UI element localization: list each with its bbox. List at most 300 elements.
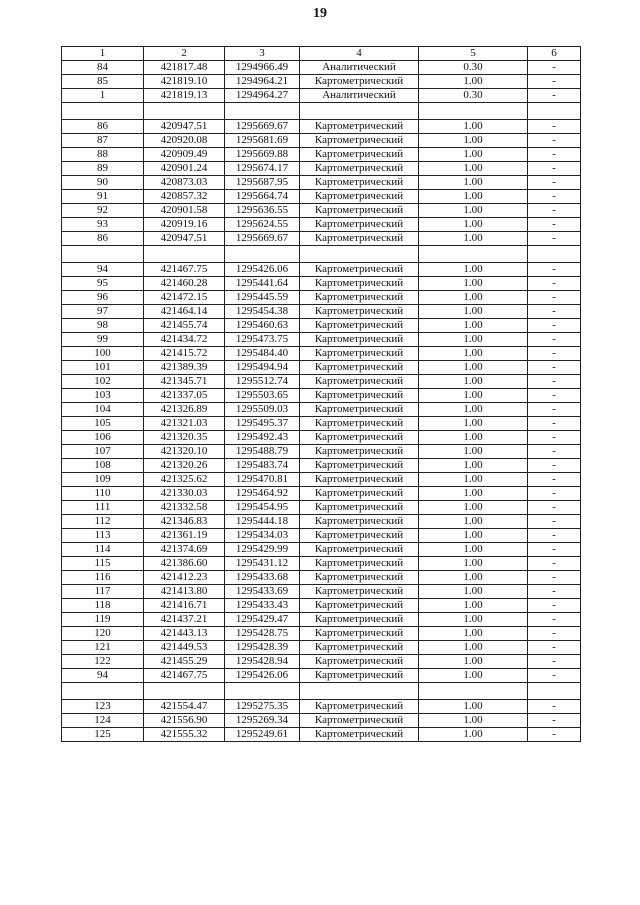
table-row — [62, 515, 581, 529]
table-body — [62, 61, 581, 742]
accuracy-cell: 1.00 — [419, 515, 528, 529]
x-coordinate-cell: 421332.58 — [144, 501, 225, 515]
point-number-cell: 109 — [62, 473, 144, 487]
table-row — [62, 232, 581, 246]
accuracy-cell: 1.00 — [419, 134, 528, 148]
method-cell: Аналитический — [300, 89, 419, 103]
note-cell: - — [528, 655, 581, 669]
x-coordinate-cell: 420857.32 — [144, 190, 225, 204]
method-cell: Картометрический — [300, 204, 419, 218]
table-row — [62, 375, 581, 389]
table-row — [62, 75, 581, 89]
method-cell: Картометрический — [300, 655, 419, 669]
method-cell: Картометрический — [300, 232, 419, 246]
table-row — [62, 277, 581, 291]
y-coordinate-cell: 1295426.06 — [225, 263, 300, 277]
y-coordinate-cell: 1295429.99 — [225, 543, 300, 557]
empty-cell — [300, 683, 419, 700]
point-number-cell: 101 — [62, 361, 144, 375]
x-coordinate-cell: 421554.47 — [144, 700, 225, 714]
note-cell: - — [528, 176, 581, 190]
x-coordinate-cell: 420901.24 — [144, 162, 225, 176]
y-coordinate-cell: 1295433.69 — [225, 585, 300, 599]
table-row — [62, 218, 581, 232]
note-cell: - — [528, 445, 581, 459]
column-header-6: 6 — [528, 47, 581, 61]
empty-cell — [62, 246, 144, 263]
table-row — [62, 627, 581, 641]
header-row — [62, 47, 581, 61]
accuracy-cell: 1.00 — [419, 613, 528, 627]
empty-cell — [62, 683, 144, 700]
y-coordinate-cell: 1295454.38 — [225, 305, 300, 319]
method-cell: Картометрический — [300, 700, 419, 714]
y-coordinate-cell: 1295434.03 — [225, 529, 300, 543]
accuracy-cell: 1.00 — [419, 487, 528, 501]
table-row — [62, 641, 581, 655]
x-coordinate-cell: 421321.03 — [144, 417, 225, 431]
note-cell: - — [528, 120, 581, 134]
method-cell: Картометрический — [300, 627, 419, 641]
x-coordinate-cell: 421556.90 — [144, 714, 225, 728]
point-number-cell: 92 — [62, 204, 144, 218]
y-coordinate-cell: 1295509.03 — [225, 403, 300, 417]
method-cell: Картометрический — [300, 543, 419, 557]
point-number-cell: 97 — [62, 305, 144, 319]
point-number-cell: 104 — [62, 403, 144, 417]
point-number-cell: 93 — [62, 218, 144, 232]
y-coordinate-cell: 1295428.75 — [225, 627, 300, 641]
x-coordinate-cell: 421320.10 — [144, 445, 225, 459]
y-coordinate-cell: 1295431.12 — [225, 557, 300, 571]
x-coordinate-cell: 420901.58 — [144, 204, 225, 218]
point-number-cell: 108 — [62, 459, 144, 473]
accuracy-cell: 1.00 — [419, 190, 528, 204]
table-row — [62, 543, 581, 557]
table-row — [62, 501, 581, 515]
accuracy-cell: 1.00 — [419, 375, 528, 389]
table-row — [62, 585, 581, 599]
method-cell: Картометрический — [300, 669, 419, 683]
note-cell: - — [528, 613, 581, 627]
table-row — [62, 571, 581, 585]
method-cell: Картометрический — [300, 473, 419, 487]
y-coordinate-cell: 1295269.34 — [225, 714, 300, 728]
method-cell: Картометрический — [300, 487, 419, 501]
accuracy-cell: 1.00 — [419, 571, 528, 585]
x-coordinate-cell: 421467.75 — [144, 669, 225, 683]
table-row — [62, 714, 581, 728]
column-header-1: 1 — [62, 47, 144, 61]
empty-cell — [528, 103, 581, 120]
x-coordinate-cell: 421413.80 — [144, 585, 225, 599]
point-number-cell: 117 — [62, 585, 144, 599]
y-coordinate-cell: 1295492.43 — [225, 431, 300, 445]
point-number-cell: 120 — [62, 627, 144, 641]
y-coordinate-cell: 1295275.35 — [225, 700, 300, 714]
x-coordinate-cell: 421449.53 — [144, 641, 225, 655]
accuracy-cell: 1.00 — [419, 218, 528, 232]
x-coordinate-cell: 421337.05 — [144, 389, 225, 403]
point-number-cell: 86 — [62, 120, 144, 134]
y-coordinate-cell: 1295249.61 — [225, 728, 300, 742]
note-cell: - — [528, 459, 581, 473]
point-number-cell: 113 — [62, 529, 144, 543]
x-coordinate-cell: 420920.08 — [144, 134, 225, 148]
method-cell: Картометрический — [300, 515, 419, 529]
y-coordinate-cell: 1295428.94 — [225, 655, 300, 669]
empty-cell — [62, 103, 144, 120]
note-cell: - — [528, 375, 581, 389]
method-cell: Картометрический — [300, 277, 419, 291]
x-coordinate-cell: 421819.10 — [144, 75, 225, 89]
accuracy-cell: 0.30 — [419, 61, 528, 75]
point-number-cell: 121 — [62, 641, 144, 655]
note-cell: - — [528, 543, 581, 557]
table-row — [62, 162, 581, 176]
note-cell: - — [528, 571, 581, 585]
point-number-cell: 119 — [62, 613, 144, 627]
point-number-cell: 91 — [62, 190, 144, 204]
point-number-cell: 103 — [62, 389, 144, 403]
note-cell: - — [528, 361, 581, 375]
note-cell: - — [528, 627, 581, 641]
note-cell: - — [528, 75, 581, 89]
accuracy-cell: 1.00 — [419, 176, 528, 190]
accuracy-cell: 1.00 — [419, 347, 528, 361]
note-cell: - — [528, 218, 581, 232]
note-cell: - — [528, 417, 581, 431]
method-cell: Картометрический — [300, 375, 419, 389]
method-cell: Картометрический — [300, 714, 419, 728]
x-coordinate-cell: 421455.29 — [144, 655, 225, 669]
method-cell: Картометрический — [300, 389, 419, 403]
point-number-cell: 94 — [62, 263, 144, 277]
point-number-cell: 111 — [62, 501, 144, 515]
x-coordinate-cell: 421819.13 — [144, 89, 225, 103]
y-coordinate-cell: 1294964.27 — [225, 89, 300, 103]
note-cell: - — [528, 190, 581, 204]
table-row — [62, 473, 581, 487]
note-cell: - — [528, 728, 581, 742]
x-coordinate-cell: 421386.60 — [144, 557, 225, 571]
empty-cell — [300, 103, 419, 120]
table-row — [62, 445, 581, 459]
method-cell: Картометрический — [300, 557, 419, 571]
table-row — [62, 487, 581, 501]
note-cell: - — [528, 585, 581, 599]
table-row — [62, 613, 581, 627]
accuracy-cell: 1.00 — [419, 75, 528, 89]
y-coordinate-cell: 1295494.94 — [225, 361, 300, 375]
accuracy-cell: 1.00 — [419, 459, 528, 473]
x-coordinate-cell: 421472.15 — [144, 291, 225, 305]
accuracy-cell: 1.00 — [419, 669, 528, 683]
y-coordinate-cell: 1295512.74 — [225, 375, 300, 389]
accuracy-cell: 1.00 — [419, 557, 528, 571]
point-number-cell: 99 — [62, 333, 144, 347]
accuracy-cell: 1.00 — [419, 263, 528, 277]
y-coordinate-cell: 1295624.55 — [225, 218, 300, 232]
accuracy-cell: 1.00 — [419, 277, 528, 291]
table-row — [62, 529, 581, 543]
note-cell: - — [528, 319, 581, 333]
y-coordinate-cell: 1295495.37 — [225, 417, 300, 431]
accuracy-cell: 1.00 — [419, 431, 528, 445]
column-header-5: 5 — [419, 47, 528, 61]
point-number-cell: 89 — [62, 162, 144, 176]
note-cell: - — [528, 347, 581, 361]
table-row — [62, 89, 581, 103]
point-number-cell: 112 — [62, 515, 144, 529]
table-row — [62, 347, 581, 361]
table-row — [62, 319, 581, 333]
empty-cell — [528, 683, 581, 700]
note-cell: - — [528, 501, 581, 515]
empty-cell — [144, 683, 225, 700]
empty-cell — [144, 246, 225, 263]
note-cell: - — [528, 232, 581, 246]
table-header — [62, 47, 581, 61]
note-cell: - — [528, 333, 581, 347]
method-cell: Картометрический — [300, 445, 419, 459]
method-cell: Картометрический — [300, 361, 419, 375]
method-cell: Картометрический — [300, 728, 419, 742]
x-coordinate-cell: 421415.72 — [144, 347, 225, 361]
y-coordinate-cell: 1295674.17 — [225, 162, 300, 176]
x-coordinate-cell: 421325.62 — [144, 473, 225, 487]
note-cell: - — [528, 277, 581, 291]
page-number: 19 — [313, 6, 327, 21]
point-number-cell: 114 — [62, 543, 144, 557]
point-number-cell: 105 — [62, 417, 144, 431]
y-coordinate-cell: 1295460.63 — [225, 319, 300, 333]
table-row — [62, 728, 581, 742]
empty-cell — [528, 246, 581, 263]
method-cell: Картометрический — [300, 417, 419, 431]
accuracy-cell: 1.00 — [419, 529, 528, 543]
y-coordinate-cell: 1295488.79 — [225, 445, 300, 459]
method-cell: Картометрический — [300, 134, 419, 148]
empty-cell — [225, 683, 300, 700]
accuracy-cell: 1.00 — [419, 543, 528, 557]
method-cell: Картометрический — [300, 641, 419, 655]
table-row — [62, 333, 581, 347]
accuracy-cell: 1.00 — [419, 627, 528, 641]
column-header-4: 4 — [300, 47, 419, 61]
method-cell: Картометрический — [300, 190, 419, 204]
point-number-cell: 94 — [62, 669, 144, 683]
y-coordinate-cell: 1295669.88 — [225, 148, 300, 162]
y-coordinate-cell: 1295687.95 — [225, 176, 300, 190]
table-row — [62, 134, 581, 148]
y-coordinate-cell: 1294966.49 — [225, 61, 300, 75]
table-row — [62, 431, 581, 445]
empty-cell — [419, 246, 528, 263]
table-row — [62, 361, 581, 375]
method-cell: Картометрический — [300, 319, 419, 333]
x-coordinate-cell: 421464.14 — [144, 305, 225, 319]
empty-cell — [144, 103, 225, 120]
method-cell: Картометрический — [300, 599, 419, 613]
y-coordinate-cell: 1295464.92 — [225, 487, 300, 501]
y-coordinate-cell: 1295681.69 — [225, 134, 300, 148]
method-cell: Картометрический — [300, 120, 419, 134]
note-cell: - — [528, 557, 581, 571]
method-cell: Картометрический — [300, 501, 419, 515]
point-number-cell: 90 — [62, 176, 144, 190]
note-cell: - — [528, 700, 581, 714]
table-row — [62, 389, 581, 403]
note-cell: - — [528, 641, 581, 655]
table-spacer-row — [62, 246, 581, 263]
note-cell: - — [528, 529, 581, 543]
y-coordinate-cell: 1295636.55 — [225, 204, 300, 218]
accuracy-cell: 0.30 — [419, 89, 528, 103]
accuracy-cell: 1.00 — [419, 291, 528, 305]
table-row — [62, 305, 581, 319]
note-cell: - — [528, 599, 581, 613]
empty-cell — [419, 683, 528, 700]
x-coordinate-cell: 421434.72 — [144, 333, 225, 347]
accuracy-cell: 1.00 — [419, 585, 528, 599]
method-cell: Картометрический — [300, 75, 419, 89]
point-number-cell: 110 — [62, 487, 144, 501]
table-row — [62, 190, 581, 204]
table-row — [62, 655, 581, 669]
y-coordinate-cell: 1295470.81 — [225, 473, 300, 487]
note-cell: - — [528, 714, 581, 728]
x-coordinate-cell: 421437.21 — [144, 613, 225, 627]
x-coordinate-cell: 421346.83 — [144, 515, 225, 529]
accuracy-cell: 1.00 — [419, 120, 528, 134]
x-coordinate-cell: 420947.51 — [144, 120, 225, 134]
y-coordinate-cell: 1295669.67 — [225, 120, 300, 134]
point-number-cell: 107 — [62, 445, 144, 459]
accuracy-cell: 1.00 — [419, 232, 528, 246]
x-coordinate-cell: 421389.39 — [144, 361, 225, 375]
x-coordinate-cell: 421443.13 — [144, 627, 225, 641]
point-number-cell: 84 — [62, 61, 144, 75]
accuracy-cell: 1.00 — [419, 204, 528, 218]
accuracy-cell: 1.00 — [419, 445, 528, 459]
table-row — [62, 176, 581, 190]
accuracy-cell: 1.00 — [419, 473, 528, 487]
point-number-cell: 87 — [62, 134, 144, 148]
accuracy-cell: 1.00 — [419, 305, 528, 319]
y-coordinate-cell: 1295483.74 — [225, 459, 300, 473]
table-row — [62, 669, 581, 683]
note-cell: - — [528, 61, 581, 75]
y-coordinate-cell: 1295503.65 — [225, 389, 300, 403]
method-cell: Картометрический — [300, 176, 419, 190]
method-cell: Картометрический — [300, 585, 419, 599]
method-cell: Картометрический — [300, 291, 419, 305]
point-number-cell: 100 — [62, 347, 144, 361]
point-number-cell: 118 — [62, 599, 144, 613]
coordinates-table — [61, 46, 581, 742]
accuracy-cell: 1.00 — [419, 148, 528, 162]
point-number-cell: 96 — [62, 291, 144, 305]
x-coordinate-cell: 421320.35 — [144, 431, 225, 445]
accuracy-cell: 1.00 — [419, 599, 528, 613]
y-coordinate-cell: 1295433.68 — [225, 571, 300, 585]
table-row — [62, 417, 581, 431]
note-cell: - — [528, 134, 581, 148]
x-coordinate-cell: 421416.71 — [144, 599, 225, 613]
method-cell: Картометрический — [300, 148, 419, 162]
empty-cell — [300, 246, 419, 263]
x-coordinate-cell: 420873.03 — [144, 176, 225, 190]
point-number-cell: 85 — [62, 75, 144, 89]
table-spacer-row — [62, 683, 581, 700]
point-number-cell: 125 — [62, 728, 144, 742]
method-cell: Картометрический — [300, 347, 419, 361]
note-cell: - — [528, 89, 581, 103]
table-row — [62, 459, 581, 473]
table-row — [62, 204, 581, 218]
table-row — [62, 61, 581, 75]
accuracy-cell: 1.00 — [419, 389, 528, 403]
point-number-cell: 86 — [62, 232, 144, 246]
table-row — [62, 599, 581, 613]
y-coordinate-cell: 1295441.64 — [225, 277, 300, 291]
method-cell: Картометрический — [300, 529, 419, 543]
table-row — [62, 291, 581, 305]
table-row — [62, 403, 581, 417]
note-cell: - — [528, 669, 581, 683]
y-coordinate-cell: 1295433.43 — [225, 599, 300, 613]
note-cell: - — [528, 473, 581, 487]
y-coordinate-cell: 1295444.18 — [225, 515, 300, 529]
note-cell: - — [528, 291, 581, 305]
method-cell: Картометрический — [300, 431, 419, 445]
y-coordinate-cell: 1295428.39 — [225, 641, 300, 655]
note-cell: - — [528, 431, 581, 445]
accuracy-cell: 1.00 — [419, 641, 528, 655]
note-cell: - — [528, 515, 581, 529]
method-cell: Картометрический — [300, 613, 419, 627]
table-row — [62, 263, 581, 277]
x-coordinate-cell: 421345.71 — [144, 375, 225, 389]
method-cell: Картометрический — [300, 305, 419, 319]
method-cell: Картометрический — [300, 263, 419, 277]
x-coordinate-cell: 420909.49 — [144, 148, 225, 162]
table-row — [62, 120, 581, 134]
x-coordinate-cell: 421817.48 — [144, 61, 225, 75]
x-coordinate-cell: 421412.23 — [144, 571, 225, 585]
point-number-cell: 124 — [62, 714, 144, 728]
x-coordinate-cell: 421330.03 — [144, 487, 225, 501]
method-cell: Картометрический — [300, 218, 419, 232]
note-cell: - — [528, 403, 581, 417]
x-coordinate-cell: 421361.19 — [144, 529, 225, 543]
accuracy-cell: 1.00 — [419, 333, 528, 347]
point-number-cell: 116 — [62, 571, 144, 585]
accuracy-cell: 1.00 — [419, 714, 528, 728]
empty-cell — [225, 246, 300, 263]
y-coordinate-cell: 1295484.40 — [225, 347, 300, 361]
note-cell: - — [528, 162, 581, 176]
table-row — [62, 148, 581, 162]
accuracy-cell: 1.00 — [419, 501, 528, 515]
note-cell: - — [528, 148, 581, 162]
accuracy-cell: 1.00 — [419, 700, 528, 714]
x-coordinate-cell: 421320.26 — [144, 459, 225, 473]
empty-cell — [225, 103, 300, 120]
point-number-cell: 115 — [62, 557, 144, 571]
point-number-cell: 88 — [62, 148, 144, 162]
